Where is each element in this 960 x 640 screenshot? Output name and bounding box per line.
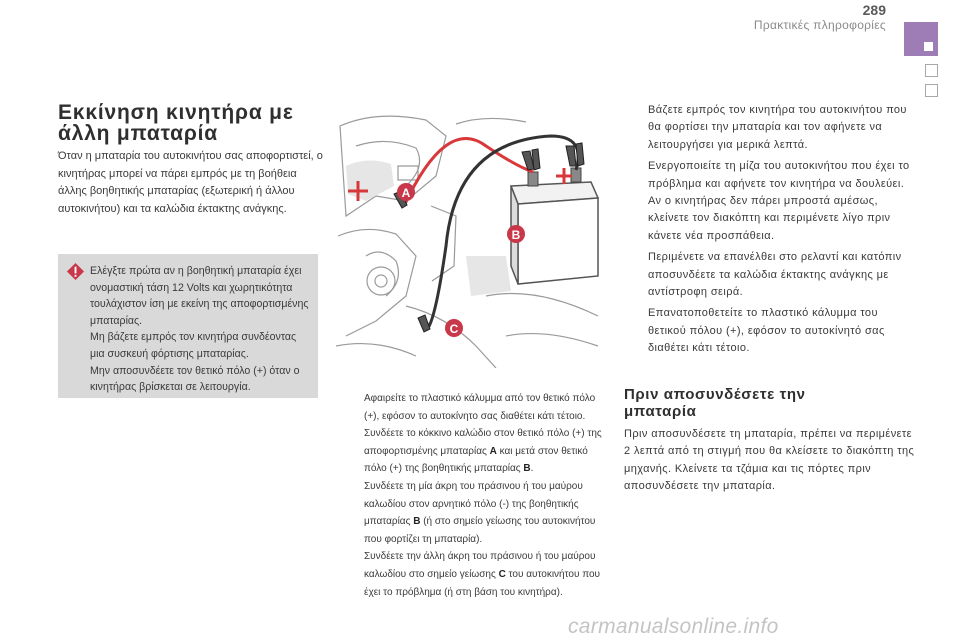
chapter-tab-active[interactable] [904,22,938,56]
warning-line: Μη βάζετε εμπρός τον κινητήρα συνδέοντας μια συσκευή φόρτισης μπαταρίας. [90,331,297,360]
auxiliary-battery [511,168,598,284]
subsection-text: Πριν αποσυνδέσετε τη μπαταρία, πρέπει να περιμένετε 2 λεπτά από τη στιγμή που θα κλείσετε το διακόπτη της μηχανής. Κλείνετε τα τζάμια και τις πόρτες πριν αποσυνδέσετε την μπαταρία. [624,428,915,493]
chapter-tab[interactable] [925,84,938,97]
svg-text:C: C [449,322,459,336]
svg-text:A: A [401,186,411,200]
label-b [507,225,525,243]
page-number: 289 [862,2,886,18]
watermark: carmanualsonline.info [568,615,779,638]
list-item: Περιμένετε να επανέλθει στο ρελαντί και κατόπιν αποσυνδέετε τα καλώδια έκτακτης ανάγκης με αντίστροφη σειρά. [648,251,902,299]
warning-icon [66,262,85,281]
list-item: Επανατοποθετείτε το πλαστικό κάλυμμα του θετικού πόλου (+), εφόσον το αυτοκίνητό σας διαθέτει κάτι τέτοιο. [648,307,885,355]
list-item: Ενεργοποιείτε τη μίζα του αυτοκινήτου που έχει το πρόβλημα και αφήνετε τον κινητήρα να δουλεύει. Αν ο κινητήρας δεν πάρει μπροστά αμέσως, κλείνετε τον διακόπτη και περιμένετε λίγο πριν κάνετε νέα προσπάθεια. [648,160,910,242]
warning-box [58,254,318,398]
list-item: Συνδέετε τη μία άκρη του πράσινου ή του μαύρου καλωδίου στον αρνητικό πόλο (-) της βοηθητικής μπαταρίας B (ή στο σημείο γείωσης του αυτοκινήτου που φορτίζει τη μπαταρία). [364,480,596,545]
chapter-tab[interactable] [925,64,938,77]
list-item: Αφαιρείτε το πλαστικό κάλυμμα από τον θετικό πόλο (+), εφόσον το αυτοκίνητο σας διαθέτει κάτι τέτοιο. [364,393,596,422]
label-a [397,183,415,201]
warning-line: Μην αποσυνδέετε τον θετικό πόλο (+) όταν ο κινητήρας βρίσκεται σε λειτουργία. [90,364,300,394]
connection-steps [342,390,604,601]
tab-marker [924,42,933,51]
label-c [445,319,463,337]
section-name: Πρακτικές πληροφορίες [753,18,886,32]
subsection-title: Πριν αποσυνδέσετε την μπαταρία [624,386,806,420]
start-steps [624,102,916,362]
svg-text:B: B [511,228,521,242]
list-item: Βάζετε εμπρός τον κινητήρα του αυτοκινήτου που θα φορτίσει την μπαταρία και τον αφήνετε να λειτουργήσει για μερικά λεπτά. [648,104,907,151]
jump-start-illustration [336,106,604,368]
page-title: Εκκίνηση κινητήρα με άλλη μπαταρία [58,101,294,145]
list-item: Συνδέετε την άλλη άκρη του πράσινου ή του μαύρου καλωδίου στο σημείο γείωσης C του αυτοκινήτου που έχει το πρόβλημα (ή στη βάση του κινητήρα). [364,551,601,598]
intro-paragraph: Όταν η μπαταρία του αυτοκινήτου σας αποφορτιστεί, ο κινητήρας μπορεί να πάρει εμπρός με τη βοήθεια άλλης βοηθητικής μπαταρίας (εξωτερική ή άλλου αυτοκινήτου) και τα καλώδια έκτακτης ανάγκης. [58,150,323,215]
list-item: Συνδέετε το κόκκινο καλώδιο στον θετικό πόλο (+) της αποφορτισμένης μπαταρίας A και μετά στον θετικό πόλο (+) της βοηθητικής μπαταρίας B. [364,428,602,475]
warning-line: Ελέγξτε πρώτα αν η βοηθητική μπαταρία έχει ονομαστική τάση 12 Volts και χωρητικότητα τουλάχιστον ίση με εκείνη της αποφορτισμένης μπαταρίας. [90,265,309,327]
